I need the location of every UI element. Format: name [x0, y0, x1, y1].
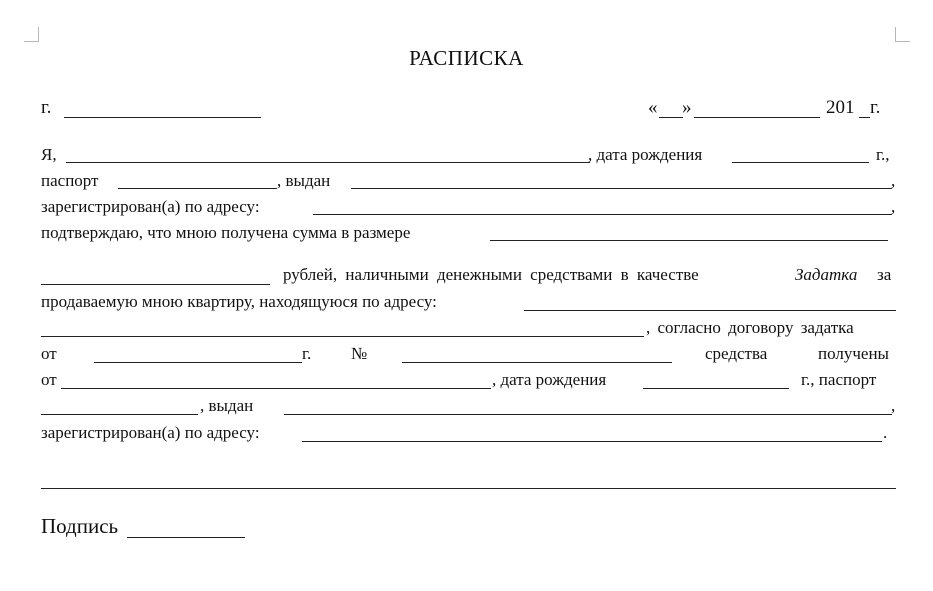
contract-number-blank [402, 362, 672, 363]
registered-address-label: зарегистрирован(а) по адресу: [41, 197, 260, 216]
confirm-received-label: подтверждаю, что мною получена сумма в размере [41, 223, 411, 242]
payer-issued-label: , выдан [200, 396, 254, 415]
contract-from-label: от [41, 344, 57, 363]
payer-issued-blank [284, 414, 892, 415]
payer-passport-label: г., паспорт [801, 370, 877, 389]
apartment-address-blank [524, 310, 896, 311]
for-word: за [877, 265, 892, 284]
document-title: РАСПИСКА [409, 46, 524, 70]
year-blank [859, 117, 870, 118]
birth-date-label: , дата рождения [588, 145, 703, 164]
payer-birth-blank [643, 388, 789, 389]
payer-birth-label: , дата рождения [492, 370, 607, 389]
passport-label: паспорт [41, 171, 99, 190]
date-close-quote: » [682, 97, 692, 118]
line3-end-comma: , [891, 197, 896, 216]
separator-line [41, 488, 896, 489]
ya-label: Я, [41, 145, 57, 164]
line7-end-period: . [883, 423, 888, 442]
rubles-cash-text: рублей, наличными денежными средствами в качестве [283, 265, 699, 284]
funds-word: средства [705, 344, 768, 363]
payer-passport-blank [41, 414, 198, 415]
date-open-quote: « [648, 97, 658, 118]
year-prefix: 201 [826, 97, 855, 118]
deposit-word: Задатка [795, 265, 858, 284]
contract-date-suffix: г. [302, 344, 312, 363]
birth-date-blank [732, 162, 869, 163]
passport-number-blank [118, 188, 277, 189]
city-prefix: г. [41, 97, 52, 118]
contract-label: , согласно договору задатка [646, 318, 854, 337]
city-blank [64, 117, 261, 118]
amount-blank [490, 240, 888, 241]
payer-from-label: от [41, 370, 57, 389]
apartment-address-label: продаваемую мною квартиру, находящуюся по адресу: [41, 292, 437, 311]
payer-registered-label: зарегистрирован(а) по адресу: [41, 423, 260, 442]
payer-registered-blank [302, 441, 882, 442]
rubles-amount-blank [41, 284, 270, 285]
birth-date-suffix: г., [876, 145, 890, 164]
line6-end-comma: , [891, 396, 896, 415]
contract-number-sign: № [351, 344, 368, 363]
signature-label: Подпись [41, 514, 119, 538]
issued-by-label: , выдан [277, 171, 331, 190]
signature-blank [127, 537, 245, 538]
payer-name-blank [61, 388, 491, 389]
page-corner-top-left [24, 27, 39, 42]
full-name-blank [66, 162, 590, 163]
issued-by-blank [351, 188, 892, 189]
page-corner-top-right [895, 27, 910, 42]
registered-address-blank [313, 214, 892, 215]
received-word: получены [818, 344, 889, 363]
year-suffix: г. [870, 97, 881, 118]
contract-date-blank [94, 362, 302, 363]
line2-end-comma: , [891, 171, 896, 190]
month-blank [694, 117, 820, 118]
apartment-address-continued-blank [41, 336, 644, 337]
day-blank [659, 117, 683, 118]
